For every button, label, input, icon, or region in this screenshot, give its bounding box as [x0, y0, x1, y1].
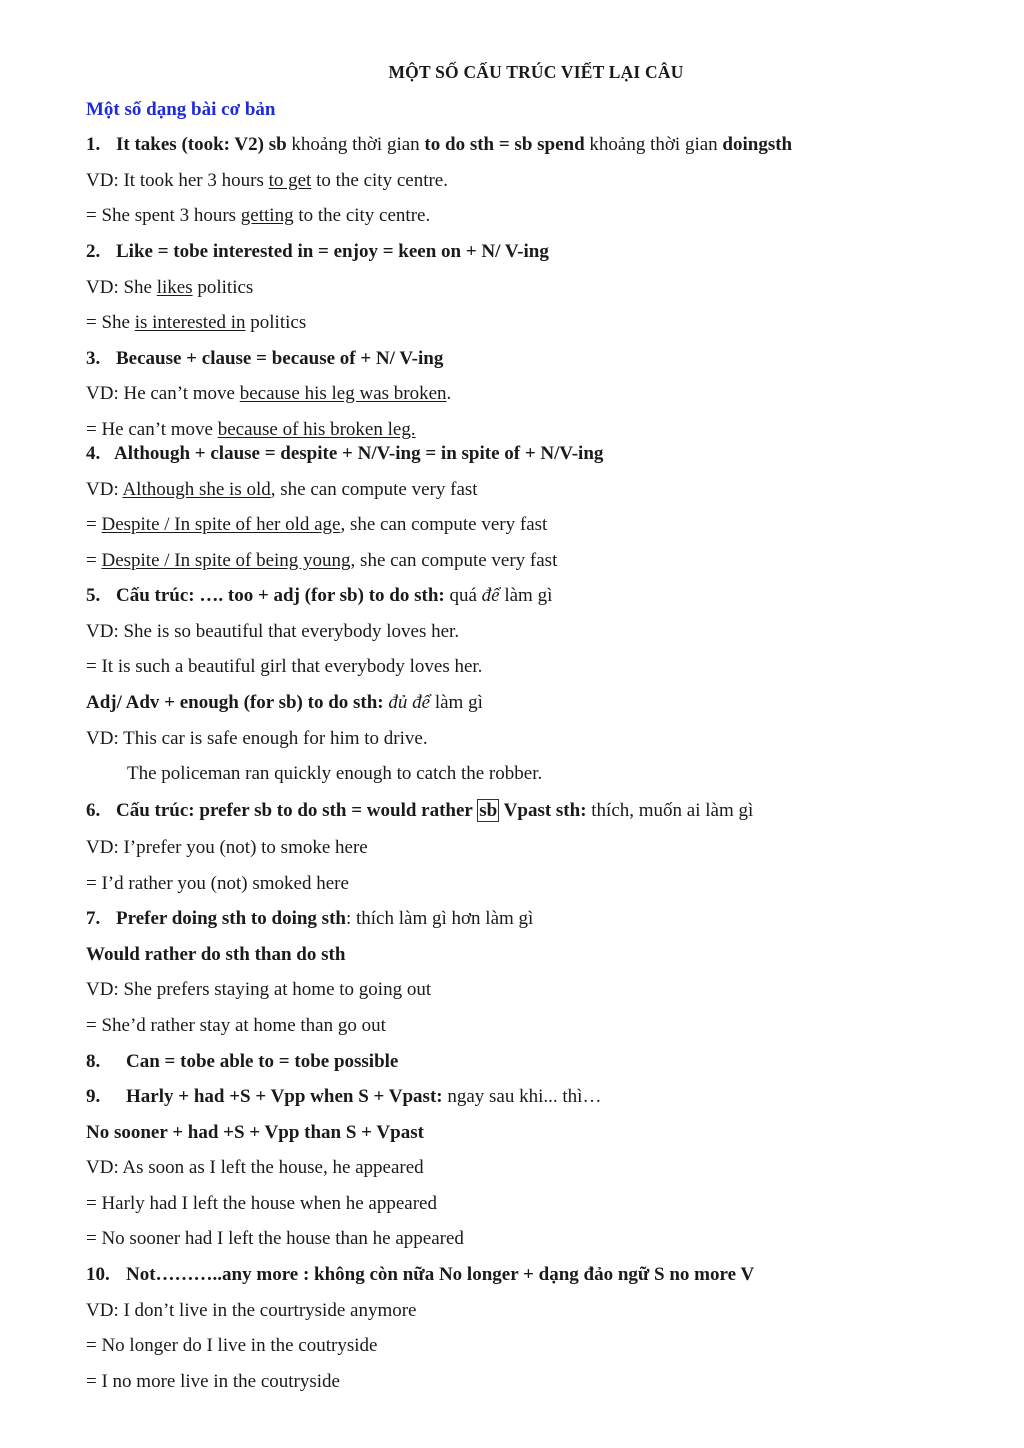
item-5-example-2: = It is such a beautiful girl that everybody loves her. — [86, 656, 483, 677]
item-3-heading: 3. Because + clause = because of + N/ V-ing — [86, 348, 444, 369]
item-5-heading: 5. Cấu trúc: …. too + adj (for sb) to do sth: quá để làm gì — [86, 585, 553, 606]
item-6-example-2: = I’d rather you (not) smoked here — [86, 873, 349, 894]
item-1-heading: 1. It takes (took: V2) sb khoảng thời gian to do sth = sb spend khoảng thời gian doingsth — [86, 134, 793, 155]
section-subtitle: Một số dạng bài cơ bản — [86, 99, 276, 120]
item-10-heading: 10. Not………..any more : không còn nữa No longer + dạng đảo ngữ S no more V — [86, 1264, 755, 1285]
item-5-example-3: VD: This car is safe enough for him to drive. — [86, 728, 428, 749]
item-9-example-3: = No sooner had I left the house than he appeared — [86, 1228, 464, 1249]
item-5-example-1: VD: She is so beautiful that everybody loves her. — [86, 621, 460, 642]
item-7-subheading: Would rather do sth than do sth — [86, 944, 346, 965]
item-1-example-2: = She spent 3 hours getting to the city centre. — [86, 205, 431, 226]
document-title: MỘT SỐ CẤU TRÚC VIẾT LẠI CÂU — [388, 62, 684, 82]
item-3-example-1: VD: He can’t move because his leg was broken. — [86, 383, 452, 404]
item-3-example-2: = He can’t move because of his broken leg. — [86, 419, 416, 440]
item-2-heading: 2. Like = tobe interested in = enjoy = keen on + N/ V-ing — [86, 241, 549, 262]
item-1-example-1: VD: It took her 3 hours to get to the city centre. — [86, 170, 448, 191]
item-6-example-1: VD: I’prefer you (not) to smoke here — [86, 837, 368, 858]
item-10-example-3: = I no more live in the coutryside — [86, 1371, 340, 1392]
item-4-example-3: = Despite / In spite of being young, she can compute very fast — [86, 550, 558, 571]
item-4-example-1: VD: Although she is old, she can compute very fast — [86, 479, 478, 500]
item-2-example-1: VD: She likes politics — [86, 277, 254, 298]
item-8-heading: 8. Can = tobe able to = tobe possible — [86, 1051, 399, 1072]
item-4-example-2: = Despite / In spite of her old age, she can compute very fast — [86, 514, 548, 535]
item-7-example-2: = She’d rather stay at home than go out — [86, 1015, 386, 1036]
item-5-subheading: Adj/ Adv + enough (for sb) to do sth: đủ để làm gì — [86, 692, 483, 713]
item-9-example-1: VD: As soon as I left the house, he appeared — [86, 1157, 424, 1178]
item-10-example-2: = No longer do I live in the coutryside — [86, 1335, 378, 1356]
item-2-example-2: = She is interested in politics — [86, 312, 307, 333]
item-9-example-2: = Harly had I left the house when he appeared — [86, 1193, 437, 1214]
item-7-heading: 7. Prefer doing sth to doing sth: thích làm gì hơn làm gì — [86, 908, 534, 929]
item-6-heading: 6. Cấu trúc: prefer sb to do sth = would rather sb Vpast sth: thích, muốn ai làm gì — [86, 800, 754, 821]
item-4-heading: 4. Although + clause = despite + N/V-ing = in spite of + N/V-ing — [86, 443, 604, 464]
boxed-word: sb — [479, 800, 498, 821]
item-5-example-4: The policeman ran quickly enough to catch the robber. — [127, 763, 543, 784]
item-10-example-1: VD: I don’t live in the courtryside anymore — [86, 1300, 417, 1321]
item-9-subheading: No sooner + had +S + Vpp than S + Vpast — [86, 1122, 424, 1143]
item-7-example-1: VD: She prefers staying at home to going out — [86, 979, 432, 1000]
item-9-heading: 9. Harly + had +S + Vpp when S + Vpast: ngay sau khi... thì… — [86, 1086, 602, 1107]
